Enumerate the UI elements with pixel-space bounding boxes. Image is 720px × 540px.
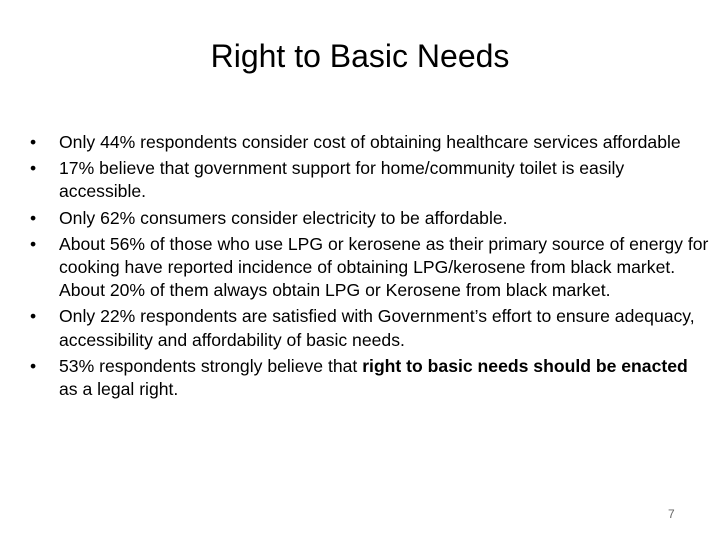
bullet-item — [30, 355, 710, 401]
bullet-marker: • — [30, 158, 37, 179]
bullet-item — [30, 207, 710, 230]
bullet-list — [30, 131, 710, 404]
bullet-text-end: as a legal right. — [59, 355, 698, 400]
bullet-text: Only 62% consumers consider electricity to be affordable. — [59, 207, 508, 228]
bullet-marker: • — [30, 306, 37, 327]
bullet-text: 17% believe that government support for home/community toilet is easily accessible. — [59, 158, 625, 202]
bullet-item — [30, 305, 710, 351]
slide-title: Right to Basic Needs — [210, 38, 510, 74]
bullet-marker: • — [30, 233, 37, 254]
bullet-text-emphasis: right to basic needs should be enacted — [362, 355, 688, 376]
bullet-text: Only 44% respondents consider cost of obtaining healthcare services affordable — [59, 132, 681, 152]
bullet-text-start: 53% respondents strongly believe that — [59, 355, 363, 376]
bullet-text: Only 22% respondents are satisfied with Government’s effort to ensure adequacy, accessibility and affordability of basic needs. — [59, 306, 695, 350]
bullet-text: About 56% of those who use LPG or kerosene as their primary source of energy for cooking have reported incidence of obtaining LPG/kerosene from black market. About 20% of them always obtain LPG or Kerosene from black market. — [59, 233, 709, 301]
bullet-marker: • — [30, 207, 37, 228]
page-number: 7 — [668, 507, 675, 521]
bullet-marker: • — [30, 355, 37, 376]
bullet-item — [30, 131, 710, 154]
bullet-marker: • — [30, 132, 37, 152]
bullet-item — [30, 233, 710, 303]
bullet-item — [30, 157, 710, 203]
